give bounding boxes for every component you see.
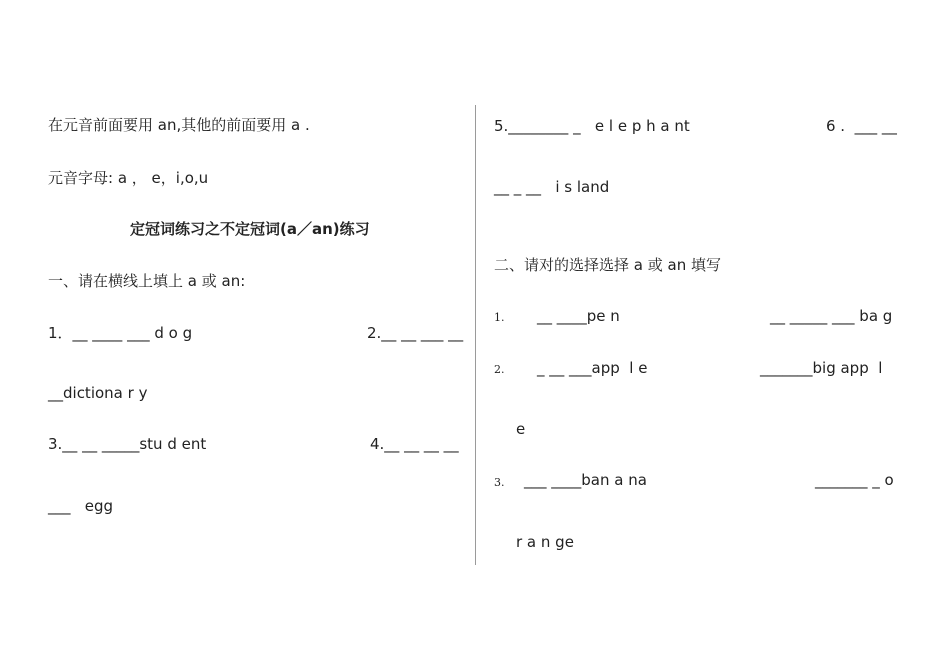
section2-heading: 二、请对的选择选择 a 或 an 填写 [494,256,721,274]
question-3: 3.__ __ _____stu d ent [48,435,207,453]
row-2-number: 2. [494,363,505,376]
question-6: 6 . ___ __ [826,117,897,135]
page-title: 定冠词练习之不定冠词(a／an)练习 [130,220,370,238]
question-2-continued: __dictiona r y [48,384,148,402]
question-4: 4.__ __ __ __ [370,435,459,453]
row-3-number: 3. [494,476,505,489]
row-1-item-b: __ _____ ___ ba g [770,307,893,325]
row-1-item-a: __ ____pe n [537,307,620,325]
column-divider [475,105,476,565]
question-2: 2.__ __ ___ __ [367,324,464,342]
rule-text: 在元音前面要用 an,其他的前面要用 a . [48,116,310,134]
row-3-continued: r a n ge [516,533,574,551]
row-2-item-a: _ __ ___app l e [537,359,648,377]
row-3-item-b: _______ _ o [815,471,894,489]
row-3-item-a: ___ ____ban a na [524,471,647,489]
row-2-continued: e [516,420,526,438]
section1-heading: 一、请在横线上填上 a 或 an: [48,272,246,290]
row-1-number: 1. [494,311,505,324]
question-6-continued: __ _ __ i s land [494,178,610,196]
question-4-continued: ___ egg [48,497,114,515]
question-1: 1．__ ____ ___ d o g [48,324,193,342]
question-5: 5.________ _ e l e p h a nt [494,117,690,135]
vowels-text: 元音字母: a ， e，i,o,u [48,169,209,187]
row-2-item-b: _______big app l [760,359,883,377]
